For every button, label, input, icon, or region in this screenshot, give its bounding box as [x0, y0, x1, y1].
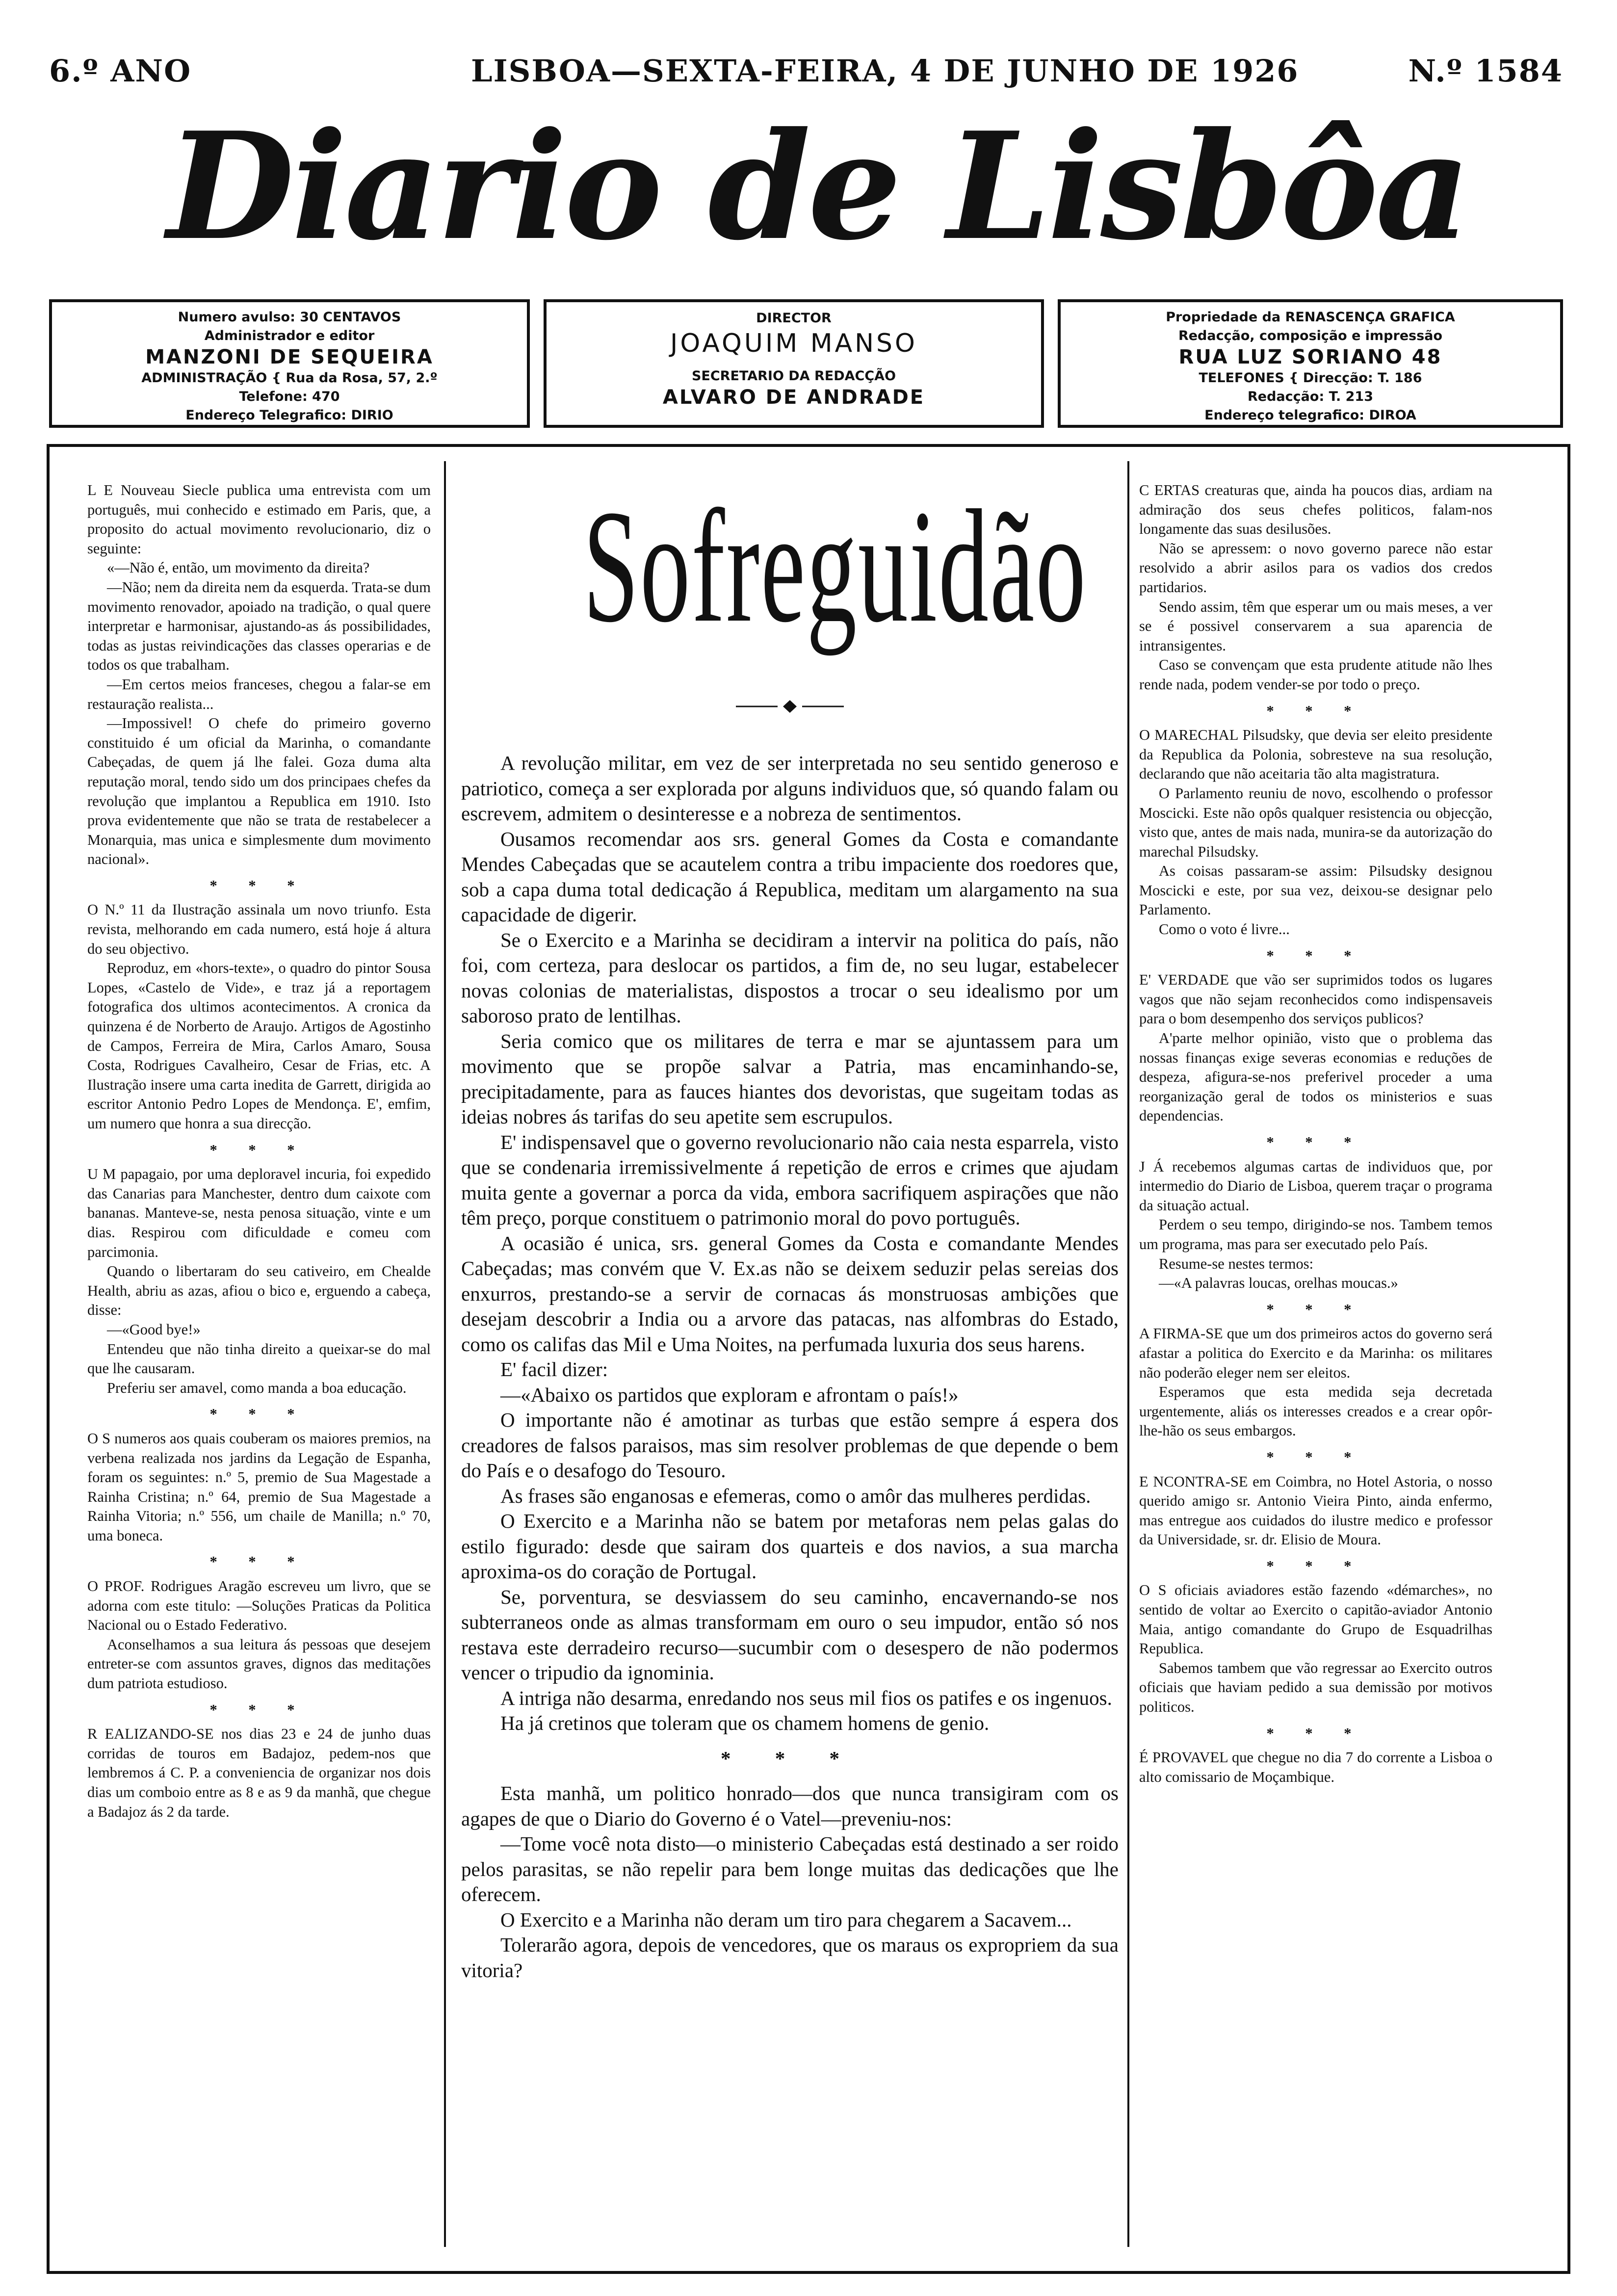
paragraph: Como o voto é livre...	[1159, 921, 1290, 938]
paragraph: E' indispensavel que o governo revolucionario não caia nesta esparrela, visto que se condenaria irremissivelmente á repetição de erros e crimes que ajudam muita gente a governar a porca da vida, embora sacrifiquem aspirações que não têm preço, porque constituem o patrimonio moral do povo português.	[461, 1130, 1119, 1229]
column-rule-left	[444, 461, 446, 2247]
paragraph: A FIRMA-SE que um dos primeiros actos do governo será afastar a politica do Exercito e da Marinha: os militares não poderão eleger nem ser eleitos.	[1139, 1325, 1492, 1381]
paragraph: U M papagaio, por uma deploravel incuria, foi expedido das Canarias para Manchester, dentro dum caixote com bananas. Manteve-se, nesta penosa situação, vinte e um dias. Respirou com dificuldade e comeu com parcimonia.	[87, 1166, 431, 1260]
paragraph: Se, porventura, se desviassem do seu caminho, encavernando-se nos subterraneos onde as almas transformam em ouro o seu impudor, então só nos restava este derradeiro recurso—sucumbir com o desespero de não podermos vencer o tripudio da ignominia.	[461, 1585, 1119, 1684]
paragraph: Preferiu ser amavel, como manda a boa educação.	[107, 1379, 407, 1396]
paragraph: As frases são enganosas e efemeras, como o amôr das mulheres perdidas.	[500, 1484, 1091, 1507]
secretary-name: ALVARO DE ANDRADE	[662, 386, 925, 409]
director-label: DIRECTOR	[756, 311, 832, 326]
paragraph: O MARECHAL Pilsudsky, que devia ser eleito presidente da Republica da Polonia, sobresteve na sua resolução, declarando que não aceitaria tão alta magistratura.	[1139, 727, 1492, 783]
section-separator: * * *	[1266, 1448, 1365, 1465]
paragraph: J Á recebemos algumas cartas de individuos que, por intermedio do Diario de Lisboa, querem traçar o programa da situação actual.	[1139, 1158, 1492, 1214]
info-box-property	[1058, 299, 1563, 428]
paragraph: O PROF. Rodrigues Aragão escreveu um livro, que se adorna com este titulo: —Soluções Praticas da Politica Nacional ou o Estado Federativo.	[87, 1578, 431, 1634]
paragraph: Aconselhamos a sua leitura ás pessoas que desejem entreter-se com assuntos graves, dignos das meditações dum patriota estudioso.	[87, 1636, 431, 1692]
paragraph: —«Abaixo os partidos que exploram e afrontam o país!»	[500, 1383, 959, 1406]
redaction-label: Redacção, composição e impressão	[1178, 328, 1443, 343]
paragraph: Ha já cretinos que toleram que os chamem homens de genio.	[500, 1712, 990, 1734]
column-rule-right	[1127, 461, 1129, 2247]
masthead-title: Diario de Lisbôa	[167, 100, 1468, 273]
telegraph-address: Endereço telegrafico: DIROA	[1204, 408, 1416, 423]
paragraph: O N.º 11 da Ilustração assinala um novo triunfo. Esta revista, melhorando em cada numero, está hoje á altura do seu objectivo.	[87, 901, 431, 957]
paragraph: Resume-se nestes termos:	[1159, 1255, 1314, 1272]
section-separator: * * *	[1266, 947, 1365, 964]
paragraph: —Tome você nota disto—o ministerio Cabeçadas está destinado a ser roido pelos parasitas, se não repelir para bem longe muitas das dedicações que lhe oferecem.	[461, 1832, 1119, 1905]
paragraph: A intriga não desarma, enredando nos seus mil fios os patifes e os ingenuos.	[500, 1686, 1112, 1709]
section-separator: * * *	[209, 1406, 309, 1423]
section-separator: * * *	[1266, 1724, 1365, 1742]
paragraph: R EALIZANDO-SE nos dias 23 e 24 de junho duas corridas de touros em Badajoz, pedem-nos que lembremos á C. P. a conveniencia de organizar nos dois dias um comboio entre as 8 e as 9 da manhã, que chegue a Badajoz ás 2 da tarde.	[87, 1725, 431, 1820]
paragraph: Ousamos recomendar aos srs. general Gomes da Costa e comandante Mendes Cabeçadas que se acautelem contra a tribu impaciente dos roedores que, sob a capa duma total dedicação á Republica, meditam um alargamento na sua capacidade de digerir.	[461, 827, 1119, 926]
section-separator: * * *	[209, 1141, 309, 1158]
paragraph: Sendo assim, têm que esperar um ou mais meses, a ver se é possivel conservarem a sua aparencia de intransigentes.	[1139, 598, 1492, 654]
section-separator: * * *	[721, 1747, 859, 1770]
property-line: Propriedade da RENASCENÇA GRAFICA	[1166, 310, 1455, 325]
paragraph: As coisas passaram-se assim: Pilsudsky designou Moscicki e este, por sua vez, deixou-se designar pelo Parlamento.	[1139, 862, 1492, 918]
paragraph: Reproduz, em «hors-texte», o quadro do pintor Sousa Lopes, «Castelo de Vide», e traz já a reportagem fotografica dos ultimos acontecimentos. A cronica da quinzena é de Norberto de Araujo. Artigos de Agostinho de Campos, Ferreira de Mira, Carlos Amaro, Sousa Costa, Rodrigues Cavalheiro, Cesar de Frias, etc. A Ilustração insere uma carta inedita de Garrett, dirigida ao escritor Antonio Pedro Lopes de Mendonça. E', emfim, um numero que honra a sua direcção.	[87, 960, 431, 1132]
paragraph: Esta manhã, um politico honrado—dos que nunca transigiram com os agapes de que o Diario do Governo é o Vatel—preveniu-nos:	[461, 1782, 1119, 1830]
paragraph: O Exercito e a Marinha não deram um tiro para chegarem a Sacavem...	[500, 1908, 1072, 1931]
section-separator: * * *	[209, 1701, 309, 1718]
section-separator: * * *	[1266, 702, 1365, 719]
admin-phone: Telefone: 470	[239, 389, 340, 404]
main-article	[461, 751, 1119, 1983]
paragraph: É PROVAVEL que chegue no dia 7 do corrente a Lisboa o alto comissario de Moçambique.	[1139, 1749, 1492, 1785]
price-line: Numero avulso: 30 CENTAVOS	[178, 310, 401, 325]
paragraph: O importante não é amotinar as turbas que estão sempre á espera dos creadores de falsos paraisos, mas sim resolver problemas de que depende o bem do País e o desafogo do Tesouro.	[461, 1409, 1119, 1482]
secretary-label: SECRETARIO DA REDACÇÃO	[691, 368, 896, 384]
right-column	[1139, 481, 1492, 1787]
paragraph: Quando o libertaram do seu cativeiro, em Chealde Health, abriu as azas, afiou o bico e, erguendo a cabeça, disse:	[87, 1263, 431, 1319]
dateline: LISBOA—SEXTA-FEIRA, 4 DE JUNHO DE 1926	[471, 53, 1299, 89]
paragraph: —«A palavras loucas, orelhas moucas.»	[1159, 1275, 1398, 1292]
paragraph: A ocasião é unica, srs. general Gomes da Costa e comandante Mendes Cabeçadas; mas convém que V. Ex.as não se deixem seduzir pelas sereias dos enxurros, prestando-se a servir de cornacas ás monstruosas ambições que desejam descobrir a India ou a arvore das patacas, nas alfombras do Estado, como os califas das Mil e Uma Noites, na perfumada luxuria dos seus harens.	[461, 1231, 1119, 1356]
headline: Sofreguidão	[583, 477, 1087, 656]
paragraph: —Não; nem da direita nem da esquerda. Trata-se dum movimento renovador, apoiado na tradição, o qual quere interpretar e harmonisar, ajustando-as ás possibilidades, todas as justas reivindicações das classes operarias e de todos os que trabalham.	[87, 578, 431, 674]
admin-telegraph: Endereço Telegrafico: DIRIO	[185, 408, 393, 423]
issue-number: N.º 1584	[1408, 53, 1563, 89]
phones-direction: TELEFONES { Direcção: T. 186	[1199, 370, 1422, 386]
section-separator: * * *	[1266, 1301, 1365, 1318]
section-separator: * * *	[1266, 1557, 1365, 1574]
ornament-divider	[736, 699, 844, 714]
director-name: JOAQUIM MANSO	[670, 329, 917, 358]
paragraph: O Exercito e a Marinha não se batem por metaforas nem pelas galas do estilo figurado: desde que sairam dos quarteis e dos navios, a sua marcha aproxima-os do coração de Portugal.	[461, 1510, 1119, 1583]
paragraph: E' facil dizer:	[500, 1358, 608, 1381]
paragraph: Perdem o seu tempo, dirigindo-se nos. Tambem temos um programa, mas para ser executado pelo País.	[1139, 1216, 1492, 1252]
admin-editor-label: Administrador e editor	[204, 328, 375, 343]
info-box-director	[544, 299, 1044, 428]
year-label: 6.º ANO	[49, 53, 192, 89]
dateline-bar	[49, 53, 1563, 97]
paragraph: C ERTAS creaturas que, ainda ha poucos dias, ardiam na admiração dos seus chefes politicos, falam-nos longamente das suas desilusões.	[1139, 482, 1492, 538]
paragraph: O Parlamento reuniu de novo, escolhendo o professor Moscicki. Este não opôs qualquer resistencia ou objecção, visto que, antes de mais nada, munira-se da autorização do marechal Pilsudsky.	[1139, 784, 1492, 860]
paragraph: Sabemos tambem que vão regressar ao Exercito outros oficiais que haviam pedido a sua demissão por motivos politicos.	[1139, 1659, 1492, 1716]
paragraph: E NCONTRA-SE em Coimbra, no Hotel Astoria, o nosso querido amigo sr. Antonio Vieira Pinto, ainda enfermo, mas entregue aos cuidados do ilustre medico e professor da Universidade, sr. dr. Elisio de Moura.	[1139, 1473, 1492, 1548]
paragraph: E' VERDADE que vão ser suprimidos todos os lugares vagos que não sejam reconhecidos como indispensaveis para o bom desempenho dos serviços publicos?	[1139, 971, 1492, 1027]
admin-editor-name: MANZONI DE SEQUEIRA	[145, 346, 434, 368]
redaction-address: RUA LUZ SORIANO 48	[1178, 346, 1442, 368]
section-separator: * * *	[1266, 1134, 1365, 1150]
paragraph: Não se apressem: o novo governo parece não estar resolvido a abrir asilos para os vadios dos credos partidarios.	[1139, 540, 1492, 596]
paragraph: —Em certos meios franceses, chegou a falar-se em restauração realista...	[87, 676, 431, 712]
section-separator: * * *	[209, 877, 309, 894]
paragraph: Entendeu que não tinha direito a queixar-se do mal que lhe causaram.	[87, 1340, 431, 1377]
paragraph: Se o Exercito e a Marinha se decidiram a intervir na politica do país, não foi, com certeza, para deslocar os partidos, a fim de, no seu lugar, estabelecer novas colonias de materialistas, dispostos a trocar o seu idealismo por um saboroso prato de lentilhas.	[461, 928, 1119, 1027]
paragraph: Esperamos que esta medida seja decretada urgentemente, aliás os interesses creados e a crear opôr-lhe-hão os seus embargos.	[1139, 1383, 1492, 1439]
section-separator: * * *	[209, 1553, 309, 1570]
paragraph: Caso se convençam que esta prudente atitude não lhes rende nada, podem vender-se por todo o preço.	[1139, 656, 1492, 693]
paragraph: L E Nouveau Siecle publica uma entrevista com um português, mui conhecido e estimado em Paris, que, a proposito do actual movimento revolucionario, diz o seguinte:	[87, 482, 431, 557]
admin-address: ADMINISTRAÇÃO { Rua da Rosa, 57, 2.º	[141, 370, 438, 386]
paragraph: Tolerarão agora, depois de vencedores, que os maraus os expropriem da sua vitoria?	[461, 1933, 1119, 1982]
paragraph: «—Não é, então, um movimento da direita?	[107, 559, 370, 576]
info-box-administration	[49, 299, 530, 428]
phones-redaction: Redacção: T. 213	[1248, 389, 1373, 404]
paragraph: —«Good bye!»	[107, 1321, 201, 1338]
paragraph: Seria comico que os militares de terra e mar se ajuntassem para um movimento que se propõe salvar a Patria, mas encaminhando-se, precipitadamente, para as fauces hiantes dos devoristas, que sugeitam todas as ideias nobres ás tarifas do seu apetite sem escrupulos.	[461, 1029, 1119, 1128]
paragraph: A'parte melhor opinião, visto que o problema das nossas finanças exige severas economias e reduções de despeza, afigura-se-nos preferivel proceder a uma reorganização geral de todos os ministerios e suas dependencias.	[1139, 1030, 1492, 1124]
paragraph: O S numeros aos quais couberam os maiores premios, na verbena realizada nos jardins da Legação de Espanha, foram os seguintes: n.º 5, premio de Sua Magestade a Rainha Cristina; n.º 64, premio de Sua Magestade a Rainha Vitoria; n.º 556, um chaile de Manilla; n.º 70, uma boneca.	[87, 1430, 431, 1544]
left-column	[87, 481, 431, 1822]
paragraph: O S oficiais aviadores estão fazendo «démarches», no sentido de voltar ao Exercito o capitão-aviador Antonio Maia, antigo comandante do Grupo de Esquadrilhas Republica.	[1139, 1582, 1492, 1657]
paragraph: A revolução militar, em vez de ser interpretada no seu sentido generoso e patriotico, começa a ser explorada por alguns individuos que, só quando falam ou escrevem, admitem o desinteresse e a nobreza de sentimentos.	[461, 752, 1119, 825]
paragraph: —Impossivel! O chefe do primeiro governo constituido é um oficial da Marinha, o comandante Cabeçadas, de quem já lhe falei. Goza duma alta reputação moral, tendo sido um dos principaes chefes da revolução que implantou a Republica em 1910. Isto prova evidentemente que não se trata de restabelecer a Monarquia, mas unica e simplesmente dum movimento nacional».	[87, 715, 431, 868]
